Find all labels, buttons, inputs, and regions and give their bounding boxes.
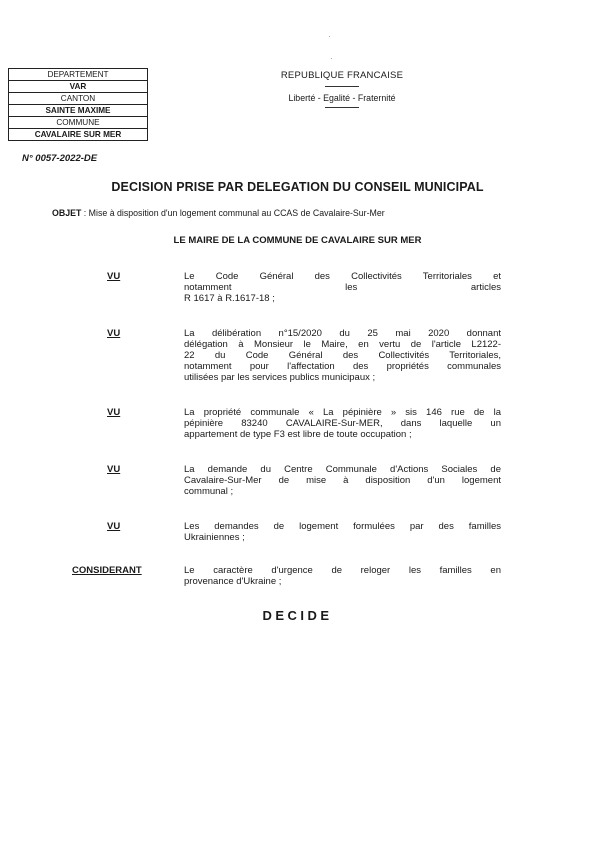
entry-line: R 1617 à R.1617-18 ; — [184, 293, 275, 304]
entry-line: La propriété communale « La pépinière » sis 146 rue de la — [184, 407, 501, 418]
admin-row-commune: COMMUNE — [9, 117, 147, 129]
entry-line: notamment pour l'affectation des propriétés communales — [184, 361, 501, 372]
entry-text — [184, 521, 501, 543]
admin-row-canton: CANTON — [9, 93, 147, 105]
administrative-box — [8, 68, 148, 141]
entry-line: 22 du Code Général des Collectivités Territoriales, — [184, 350, 501, 361]
entry-line: Le caractère d'urgence de reloger les familles en — [184, 565, 501, 576]
entry-line: appartement de type F3 est libre de toute occupation ; — [184, 429, 412, 440]
entry-line: communal ; — [184, 486, 234, 497]
admin-row-cavalaire: CAVALAIRE SUR MER — [34, 130, 122, 139]
entry-text — [184, 565, 501, 587]
entry-line: provenance d'Ukraine ; — [184, 576, 282, 587]
decision-number: N° 0057-2022-DE — [22, 153, 98, 164]
entry-line: pépinière 83240 CAVALAIRE-Sur-MER, dans laquelle un — [184, 418, 501, 429]
admin-row-sainte-maxime: SAINTE MAXIME — [9, 105, 147, 117]
scan-speck: · — [330, 54, 333, 63]
objet-line — [52, 208, 385, 218]
objet-label: OBJET — [52, 208, 82, 218]
entry-text — [184, 271, 501, 304]
republic-motto: Liberté - Egalité - Fraternité — [288, 93, 396, 103]
motto-rule — [325, 107, 359, 108]
entry-line: La demande du Centre Communale d'Actions Sociales de — [184, 464, 501, 475]
entry-label: VU — [107, 271, 121, 282]
admin-row-departement: DEPARTEMENT — [9, 69, 147, 81]
entry-text — [184, 464, 501, 497]
entry-line: utilisées par les services publics municipaux ; — [184, 372, 376, 383]
admin-row-var: VAR — [9, 81, 147, 93]
entry-label: VU — [107, 464, 121, 475]
entry-line: Ukrainiennes ; — [184, 532, 245, 543]
entry-label: VU — [107, 407, 121, 418]
entry-text — [184, 328, 501, 383]
entry-line: Cavalaire-Sur-Mer de mise à disposition d'un logement — [184, 475, 501, 486]
entry-text — [184, 407, 501, 440]
scan-speck: · — [328, 32, 331, 41]
entry-line: notamment les articles — [184, 282, 501, 293]
entry-line: La délibération n°15/2020 du 25 mai 2020 donnant — [184, 328, 501, 339]
republic-rule — [325, 86, 359, 87]
entry-label: VU — [107, 328, 121, 339]
entry-line: Les demandes de logement formulées par des familles — [184, 521, 501, 532]
entry-label: VU — [107, 521, 121, 532]
entry-label: CONSIDERANT — [72, 565, 142, 576]
maire-heading: LE MAIRE DE LA COMMUNE DE CAVALAIRE SUR MER — [173, 235, 422, 246]
republic-title: REPUBLIQUE FRANCAISE — [280, 70, 404, 81]
document-title: DECISION PRISE PAR DELEGATION DU CONSEIL MUNICIPAL — [111, 180, 484, 194]
decide-heading: DECIDE — [262, 608, 333, 623]
entry-line: délégation à Monsieur le Maire, en vertu de l'article L2122- — [184, 339, 501, 350]
objet-text: : Mise à disposition d'un logement communal au CCAS de Cavalaire-Sur-Mer — [81, 208, 385, 218]
entry-line: Le Code Général des Collectivités Territoriales et — [184, 271, 501, 282]
republic-header — [262, 70, 422, 112]
